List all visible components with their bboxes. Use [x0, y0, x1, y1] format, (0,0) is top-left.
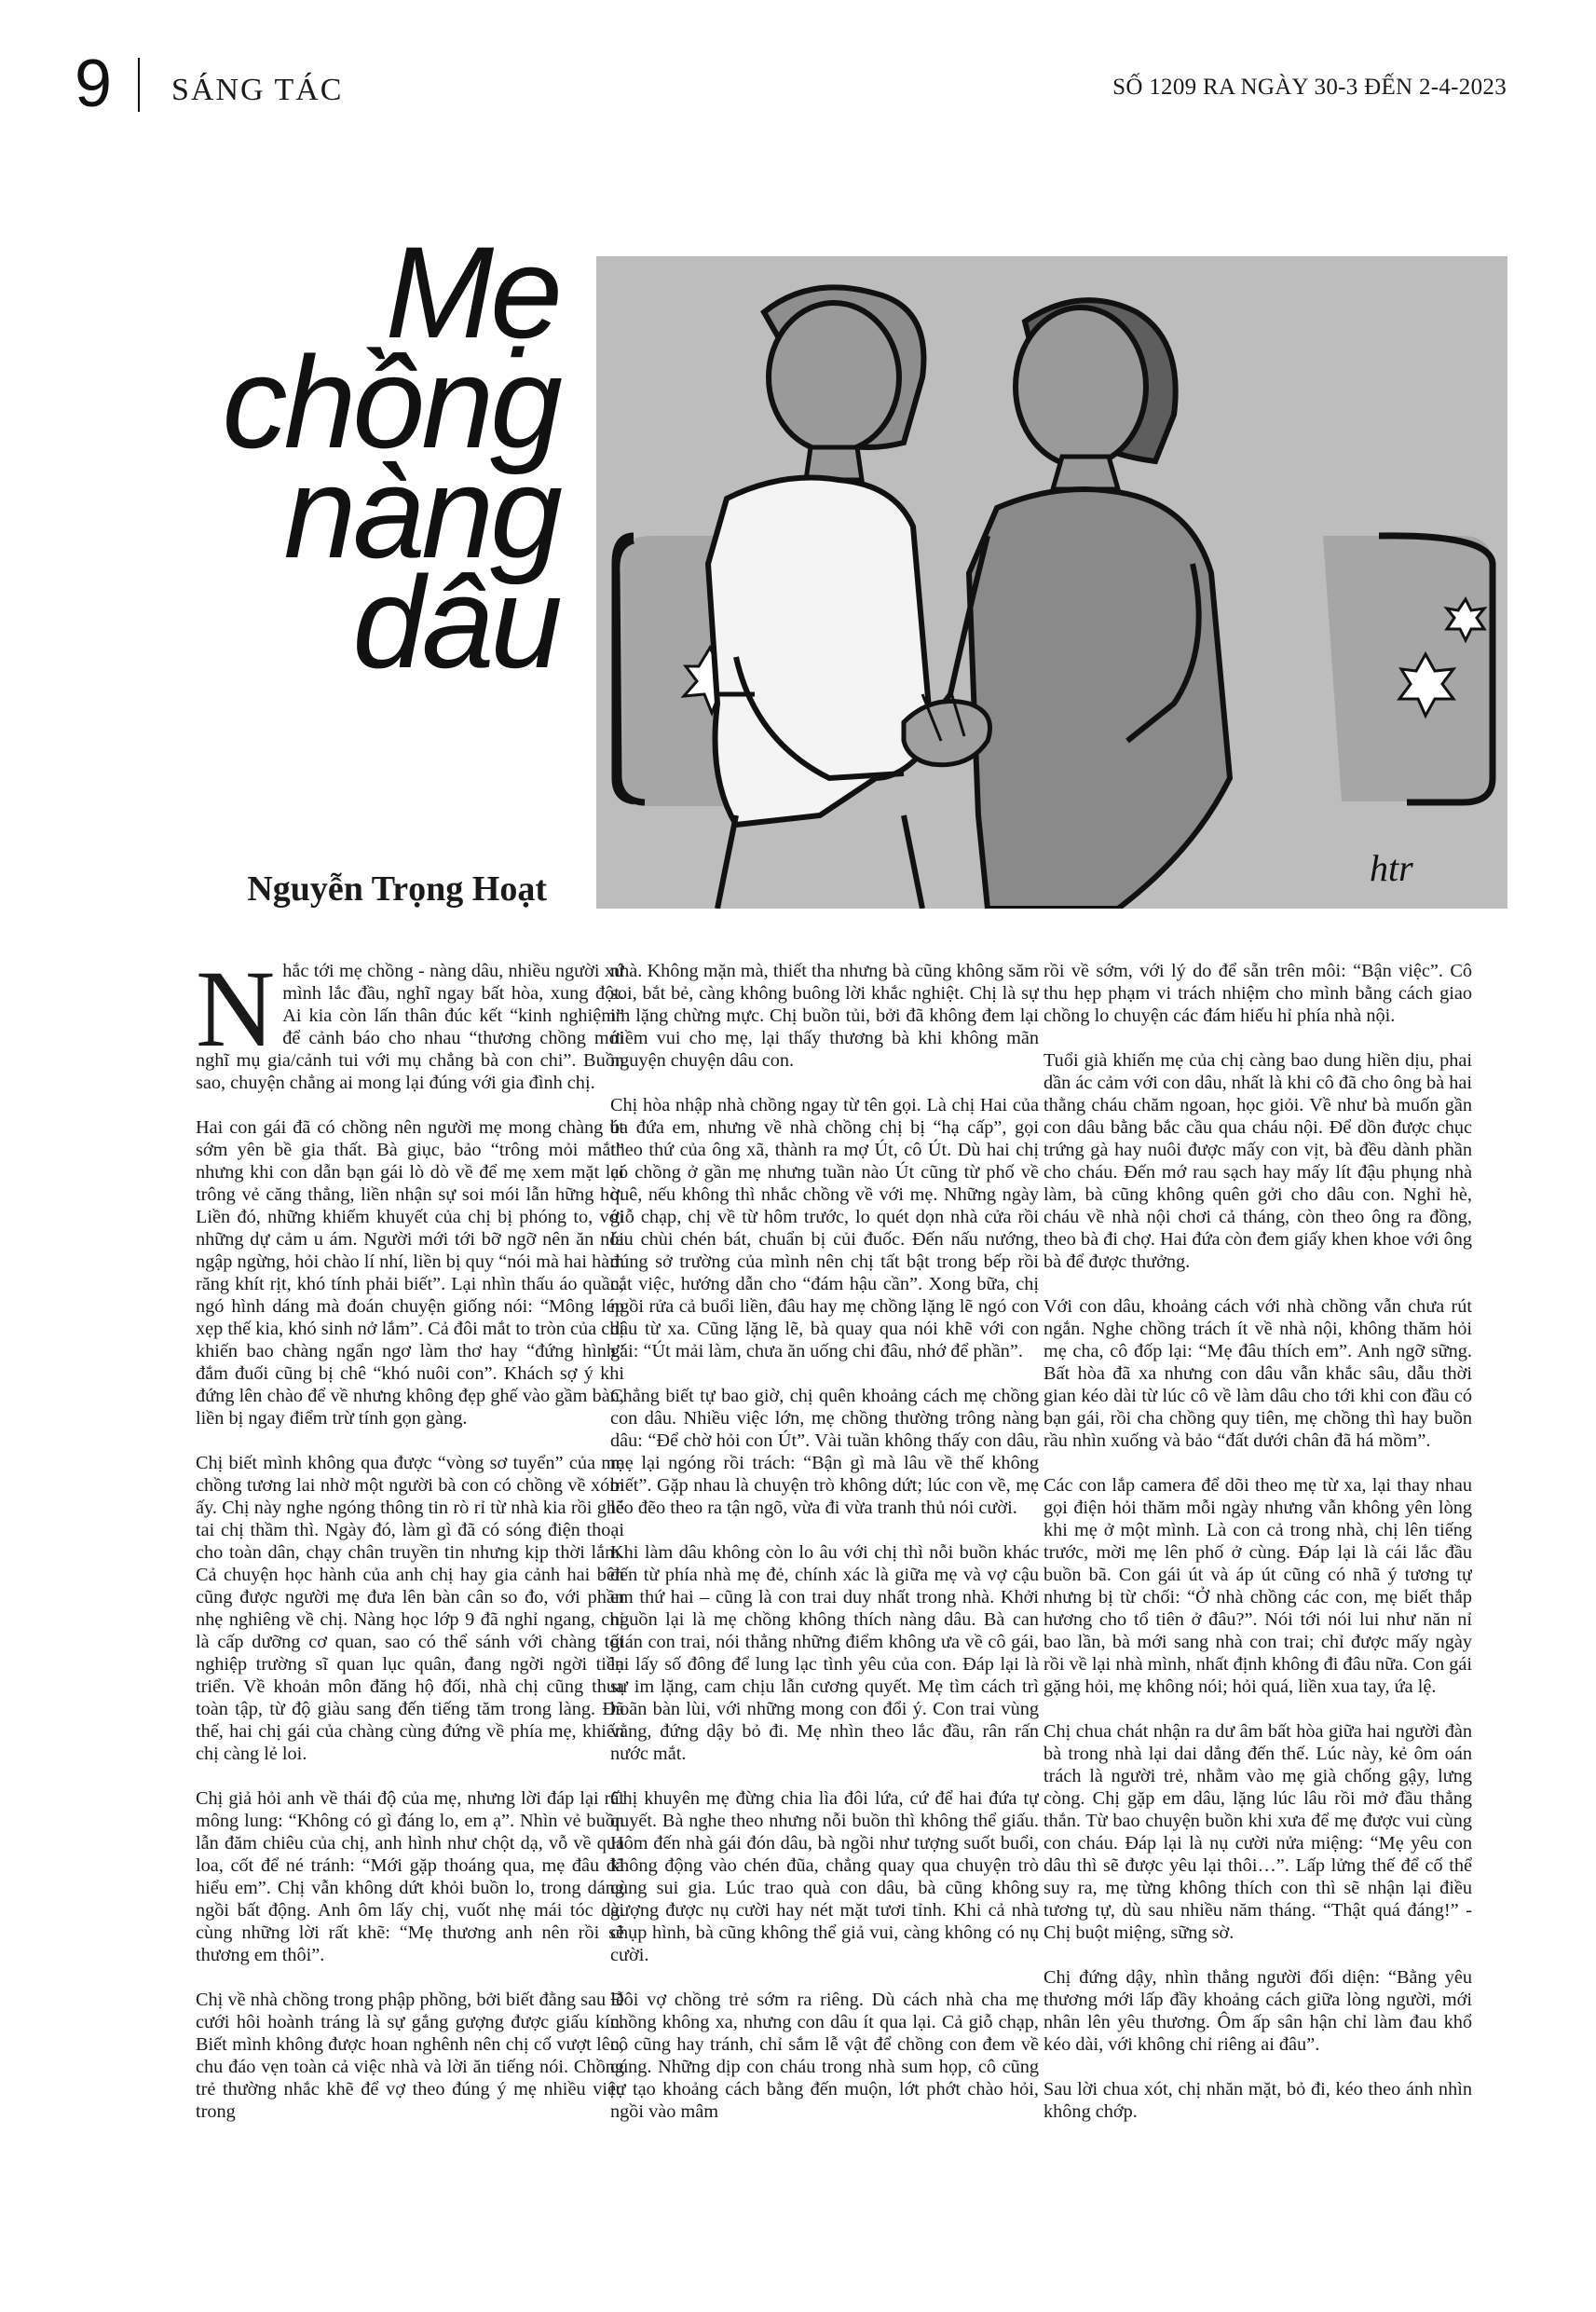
title-line: dâu	[352, 549, 559, 695]
article-paragraph: rồi về sớm, với lý do để sẵn trên môi: “Bận việc”. Cô thu hẹp phạm vi trách nhiệm cho mình bằng cách giao chồng lo chuyện các đám hiếu hỉ phía nhà nội.	[1044, 961, 1472, 1026]
page-header	[75, 47, 1507, 121]
article-column-3	[1044, 960, 1472, 2255]
article-paragraph: Các con lắp camera để dõi theo mẹ từ xa, lại thay nhau gọi điện hỏi thăm mỗi ngày nhưng vẫn không yên lòng khi mẹ ở một mình. Là con cả trong nhà, chị lên tiếng trước, mời mẹ lên phố ở cùng. Đáp lại là cái lắc đầu buồn bã. Con gái út và áp út cũng có nhã ý tương tự nhưng bị từ chối: “Ở nhà chồng các con, mẹ biết thắp hương cho tổ tiên ở đâu?”. Nói tới nói lui như năn nỉ bao lần, bà mới sang nhà con trai; chỉ được mấy ngày rồi về lại nhà mình, nhất định không đi đâu nữa. Con gái gặng hỏi, mẹ không nói; hỏi quá, liền xua tay, ứa lệ.	[1044, 1475, 1472, 1697]
article-paragraph: Chị khuyên mẹ đừng chia lìa đôi lứa, cứ để hai đứa tự quyết. Bà nghe theo nhưng nỗi buồn thì không thể giấu. Hôm đến nhà gái đón dâu, bà ngồi như tượng suốt buổi, không động vào chén đũa, chẳng quay qua chuyện trò cùng sui gia. Lúc trao quà con dâu, bà cũng không gượng được nụ cười hay nét mặt tươi tỉnh. Khi cả nhà chụp hình, bà cũng không thể giả vui, càng không có nụ cười.	[610, 1788, 1039, 1965]
drop-cap: N	[196, 960, 276, 1070]
title-line: Mẹ	[385, 219, 559, 365]
article-paragraph: Chẳng biết tự bao giờ, chị quên khoảng cách mẹ chồng con dâu. Nhiều việc lớn, mẹ chồng thường trông nàng dâu: “Để chờ hỏi con Út”. Vài tuần không thấy con dâu, mẹ lại ngóng rồi trách: “Bận gì mà lâu về thế không biết”. Gặp nhau là chuyện trò không dứt; lúc con về, mẹ lẽo đẽo theo ra tận ngõ, vừa đi vừa tranh thủ nói cười.	[610, 1386, 1039, 1518]
article-title	[84, 219, 559, 695]
article-paragraph: Đôi vợ chồng trẻ sớm ra riêng. Dù cách nhà cha mẹ chồng không xa, nhưng con dâu ít qua lại. Cả giỗ chạp, cô cũng hay tránh, chỉ sắm lễ vật để chồng con đem về cúng. Những dịp con cháu trong nhà sum họp, cô cũng tự tạo khoảng cách bằng đến muộn, lớt phớt chào hỏi, ngồi vào mâm	[610, 1990, 1039, 2122]
section-label: SÁNG TÁC	[171, 73, 344, 107]
article-author: Nguyễn Trọng Hoạt	[247, 869, 547, 909]
illustration-drawing	[596, 256, 1507, 909]
article-paragraph	[196, 960, 624, 1094]
title-line: chồng	[222, 329, 559, 475]
page-number: 9	[75, 47, 113, 121]
article-paragraph: Khi làm dâu không còn lo âu với chị thì nỗi buồn khác đến từ phía nhà mẹ đẻ, chính xác là giữa mẹ và vợ cậu em thứ hai – cũng là con trai duy nhất trong nhà. Khởi nguồn lại là mẹ chồng không thích nàng dâu. Bà can gián con trai, nói thẳng những điểm không ưa về cô gái, lại lấy số đông để lung lạc tình yêu của con. Đáp lại là sự im lặng, cam chịu lẫn cương quyết. Mẹ tìm cách trì hoãn bàn lùi, với những mong con đổi ý. Con trai vùng vằng, đứng dậy bỏ đi. Mẹ nhìn theo lắc đầu, rân rấn nước mắt.	[610, 1542, 1039, 1764]
article-paragraph: Hai con gái đã có chồng nên người mẹ mong chàng út sớm yên bề gia thất. Bà giục, bảo “trông mỏi mắt” nhưng khi con dẫn bạn gái lò dò về để mẹ xem mặt lại trông vẻ căng thẳng, liền nhận sự soi mói lẫn hững hờ. Liền đó, những khiếm khuyết của chị bị phóng to, với những dự cảm u ám. Người mới tới bỡ ngỡ nên ăn nói ngập ngừng, hỏi chào lí nhí, liền bị quy “nói mà hai hàm răng khít rịt, khó tính phải biết”. Lại nhìn thấu áo quần, ngó hình dáng mà đoán chuyện giống nói: “Mông lép xẹp thế kia, khó sinh nở lắm”. Cả đôi mắt to tròn của chị khiến bao chàng ngẩn ngơ làm thơ hay “đứng hình” đắm đuối cũng bị chê “khó nuôi con”. Khách sợ ý khi đứng lên chào để về nhưng không đẹp ghế vào gầm bàn, liền bị ngay điểm trừ tính gọn gàng.	[196, 1117, 624, 1429]
article-paragraph: Với con dâu, khoảng cách với nhà chồng vẫn chưa rút ngắn. Nghe chồng trách ít về nhà nội, không thăm hỏi mẹ cha, cô đốp lại: “Mẹ đâu thích em”. Anh ngỡ sững. Bất hòa đã xa nhưng con dâu vẫn khắc sâu, dẫu thời gian kéo dài từ lúc cô về làm dâu cho tới khi con đầu có bạn gái, rồi cha chồng quy tiên, mẹ chồng thì hay buồn rầu nhìn xuống và bảo “đất dưới chân đã há mồm”.	[1044, 1296, 1472, 1451]
title-line: nàng	[283, 439, 559, 585]
issue-info: SỐ 1209 RA NGÀY 30-3 ĐẾN 2-4-2023	[1112, 75, 1507, 100]
article-paragraph: Chị đứng dậy, nhìn thẳng người đối diện: “Bằng yêu thương mới lấp đầy khoảng cách giữa lòng người, mới nhân lên yêu thương. Ôm ấp sân hận chỉ làm đau khổ kéo dài, với không chỉ riêng ai đâu”.	[1044, 1967, 1472, 2055]
article-paragraph: nhà. Không mặn mà, thiết tha nhưng bà cũng không săm soi, bắt bẻ, càng không buông lời khắc nghiệt. Chị là sự im lặng chừng mực. Chị buồn tủi, bởi đã không đem lại niềm vui cho mẹ, lại thấy thương bà khi không mãn nguyện chuyện dâu con.	[610, 961, 1039, 1071]
article-paragraph: Chị về nhà chồng trong phập phồng, bởi biết đằng sau lễ cưới hôi hoành tráng là sự gắng gượng được giấu kín. Biết mình không được hoan nghênh nên chị cố vượt lên, chu đáo vẹn toàn cả việc nhà và lời ăn tiếng nói. Chồng trẻ thường nhắc khẽ để vợ theo đúng ý mẹ nhiều việc trong	[196, 1990, 624, 2122]
article-paragraph: Tuổi già khiến mẹ của chị càng bao dung hiền dịu, phai dần ác cảm với con dâu, nhất là khi cô đã cho ông bà hai thằng cháu chăm ngoan, học giỏi. Về như bà muốn gần con dâu bằng bắc cầu qua cháu nội. Để dồn được chục trứng gà hay nuôi được mấy con vịt, bà đều dành phần cho cháu. Đến mớ rau sạch hay mấy lít đậu phụng nhà làm, bà cũng không quên gởi cho dâu con. Nghỉ hè, cháu về nhà nội chơi cả tháng, còn theo ông ra đồng, theo bà đi chợ. Hai đứa còn đem giấy khen khoe với ông bà để được thưởng.	[1044, 1050, 1472, 1272]
article-column-1	[196, 960, 624, 2255]
article-paragraph: Chị hòa nhập nhà chồng ngay từ tên gọi. Là chị Hai của ba đứa em, nhưng về nhà chồng chị bị “hạ cấp”, gọi theo thứ của ông xã, thành ra mợ Út, cô Út. Dù hai chị có chồng ở gần mẹ nhưng tuần nào Út cũng từ phố về quê, nếu không thì nhắc chồng về với mẹ. Những ngày giỗ chạp, chị về từ hôm trước, lo quét dọn nhà cửa rồi lau chùi chén bát, chuẩn bị củi đuốc. Đến nấu nướng, đúng sở trường của mình nên chị tất bật trong bếp rồi cắt việc, hướng dẫn cho “đám hậu cần”. Xong bữa, chị ngồi rửa cả buổi liền, đâu hay mẹ chồng lặng lẽ ngó con dâu từ xa. Cũng lặng lẽ, bà quay qua nói khẽ với con gái: “Út mải làm, chưa ăn uống chi đâu, nhớ để phần”.	[610, 1095, 1039, 1361]
article-illustration	[596, 256, 1507, 909]
paragraph-text: hắc tới mẹ chồng - nàng dâu, nhiều người xứ mình lắc đầu, nghĩ ngay bất hòa, xung đột. Ai kia còn lấn thân đúc kết “kinh nghiệm” để cảnh báo cho nhau “thương chồng mới nghĩ mụ gia/cảnh tui với mụ chẳng bà con chi”. Buồn sao, chuyện chẳng ai mong lại đúng với gia đình chị.	[196, 961, 624, 1093]
article-paragraph: Chị biết mình không qua được “vòng sơ tuyển” của mẹ chồng tương lai nhờ một người bà con có chồng về xóm ấy. Chị này nghe ngóng thông tin rò rỉ từ nhà kia rồi ghé tai chị thầm thì. Ngày đó, làm gì đã có sóng điện thoại cho toàn dân, chạy chân truyền tin nhưng kịp thời lắm. Cả chuyện học hành của anh chị hay gia cảnh hai bên cũng được người mẹ đưa lên bàn cân so đo, với phần nhẹ nghiêng về chị. Nàng học lớp 9 đã nghỉ ngang, chỉ là cấp dưỡng cơ quan, sao có thể sánh với chàng tốt nghiệp trường sĩ quan lục quân, đang ngời ngời tiền triển. Về khoản môn đăng hộ đối, nhà chị cũng thua toàn tập, từ độ giàu sang đến tiếng tăm trong làng. Đã thế, hai chị gái của chàng cùng đứng về phía mẹ, khiến chị càng lẻ loi.	[196, 1453, 624, 1764]
article-paragraph: Sau lời chua xót, chị nhăn mặt, bỏ đi, kéo theo ánh nhìn không chớp.	[1044, 2079, 1472, 2122]
article-paragraph: Chị giả hỏi anh về thái độ của mẹ, nhưng lời đáp lại rất mông lung: “Không có gì đáng lo, em ạ”. Nhìn vẻ buồn lẫn đăm chiêu của chị, anh hình như chột dạ, vỗ về qua loa, cốt để né tránh: “Mới gặp thoáng qua, mẹ đâu đã hiểu em”. Chị vẫn không dứt khỏi buồn lo, trong dáng ngồi bất động. Anh ôm lấy chị, vuốt nhẹ mái tóc dài cùng những lời rất khẽ: “Mẹ thương anh nên rồi sẽ thương em thôi”.	[196, 1788, 624, 1965]
illustration-signature: htr	[1370, 847, 1413, 889]
header-divider	[138, 58, 140, 112]
article-paragraph: Chị chua chát nhận ra dư âm bất hòa giữa hai người đàn bà trong nhà lại dai dẳng đến thế. Lúc này, kẻ ôm oán trách là người trẻ, nhằm vào mẹ già chống gậy, lưng còng. Chị gặp em dâu, lặng lúc lâu rồi mở đầu thẳng thắn. Từ bao chuyện buồn khi xưa để mẹ được vui cùng con cháu. Đáp lại là nụ cười nửa miệng: “Mẹ yêu con dâu thì sẽ được yêu lại thôi…”. Lấp lửng thế để cố thể suy ra, mẹ từng không thích con thì sẽ nhận lại điều tương tự, dù sau nhiều năm tháng. “Thật quá đáng!” - Chị buột miệng, sững sờ.	[1044, 1721, 1472, 1943]
article-column-2	[610, 960, 1039, 2255]
